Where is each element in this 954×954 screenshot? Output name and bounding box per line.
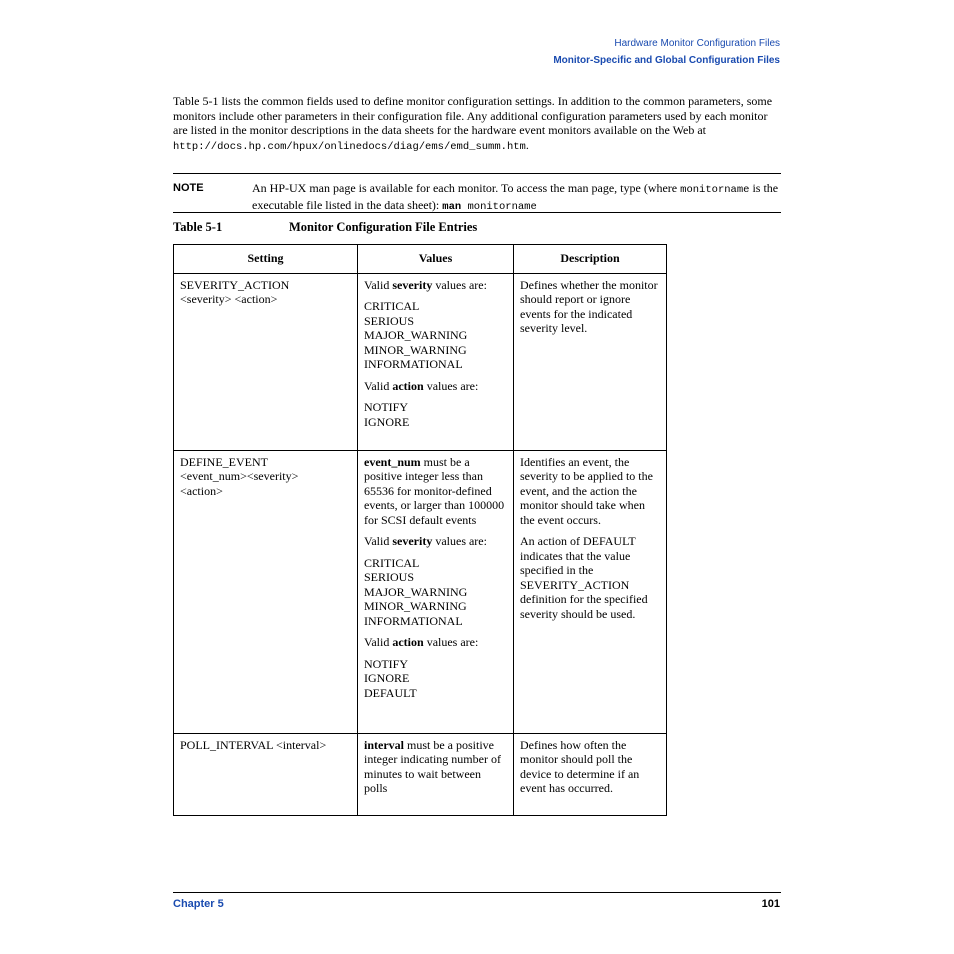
list-item: NOTIFY bbox=[364, 400, 408, 414]
running-header-section: Hardware Monitor Configuration Files bbox=[614, 38, 780, 49]
description-text-2: An action of DEFAULT indicates that the value specified in the SEVERITY_ACTION definition for the specified severity should be used. bbox=[520, 534, 648, 621]
description-text: Defines how often the monitor should poll the device to determine if an event has occurred. bbox=[520, 737, 640, 795]
table-row bbox=[174, 733, 667, 815]
list-item: IGNORE bbox=[364, 414, 410, 429]
footer-rule bbox=[173, 892, 781, 893]
footer-page-number: 101 bbox=[761, 898, 780, 910]
list-item: NOTIFY bbox=[364, 656, 408, 671]
setting-name: DEFINE_EVENT bbox=[180, 454, 268, 469]
docs-url-link[interactable]: http://docs.hp.com/hpux/onlinedocs/diag/ems/emd_summ.htm bbox=[173, 140, 526, 153]
action-intro: Valid action values are: bbox=[364, 635, 479, 649]
note-cmd-man: man bbox=[442, 200, 462, 213]
values-cell bbox=[358, 733, 514, 815]
values-cell bbox=[358, 273, 514, 450]
setting-name: POLL_INTERVAL <interval> bbox=[180, 737, 327, 752]
action-list bbox=[364, 657, 507, 701]
table-row bbox=[174, 450, 667, 733]
intro-end: . bbox=[525, 137, 529, 152]
table-number: Table 5-1 bbox=[173, 220, 223, 234]
action-intro: Valid action values are: bbox=[364, 378, 479, 393]
table-title: Monitor Configuration File Entries bbox=[289, 220, 478, 234]
description-cell bbox=[514, 450, 667, 733]
values-cell bbox=[358, 450, 514, 733]
list-item: IGNORE bbox=[364, 671, 410, 685]
note-text-part1: An HP-UX man page is available for each monitor. To access the man page, type (where bbox=[252, 181, 681, 195]
severity-list bbox=[364, 556, 507, 629]
description-cell bbox=[514, 733, 667, 815]
header-setting: Setting bbox=[174, 245, 358, 274]
list-item: MAJOR_WARNING bbox=[364, 328, 468, 342]
footer-chapter: Chapter 5 bbox=[173, 898, 224, 910]
note-code-monitorname-2: monitorname bbox=[461, 200, 537, 213]
action-list bbox=[364, 400, 507, 429]
note-top-rule bbox=[173, 173, 781, 174]
severity-intro: Valid severity values are: bbox=[364, 277, 487, 292]
list-item: MAJOR_WARNING bbox=[364, 584, 468, 599]
setting-args: <severity> <action> bbox=[180, 292, 278, 306]
list-item: INFORMATIONAL bbox=[364, 613, 463, 628]
setting-args: <event_num><severity> bbox=[180, 469, 299, 483]
list-item: SERIOUS bbox=[364, 570, 415, 584]
list-item: MINOR_WARNING bbox=[364, 342, 467, 357]
setting-cell bbox=[174, 273, 358, 450]
note-code-monitorname: monitorname bbox=[680, 184, 750, 196]
setting-args: <action> bbox=[180, 483, 223, 498]
intro-paragraph bbox=[173, 94, 785, 154]
interval-desc: interval must be a positive integer indicating number of minutes to wait between polls bbox=[364, 737, 501, 795]
table-row bbox=[174, 273, 667, 450]
note-text-part2: is the executable file listed in the data sheet): bbox=[252, 181, 779, 212]
setting-cell bbox=[174, 450, 358, 733]
event-num-desc: event_num must be a positive integer less than 65536 for monitor-defined events, or larger than 100000 for SCSI default events bbox=[364, 454, 505, 527]
config-table bbox=[173, 244, 667, 816]
note-text bbox=[252, 181, 782, 214]
table-header-row bbox=[174, 245, 667, 274]
description-text: Defines whether the monitor should report or ignore events for the indicated severity level. bbox=[520, 277, 658, 335]
running-header-subsection: Monitor-Specific and Global Configuration Files bbox=[553, 55, 780, 66]
setting-cell bbox=[174, 733, 358, 815]
list-item: INFORMATIONAL bbox=[364, 357, 463, 371]
description-cell bbox=[514, 273, 667, 450]
list-item: CRITICAL bbox=[364, 555, 420, 570]
note-label: NOTE bbox=[173, 182, 204, 194]
list-item: SERIOUS bbox=[364, 313, 415, 328]
list-item: CRITICAL bbox=[364, 299, 420, 313]
header-values: Values bbox=[358, 245, 514, 274]
setting-name: SEVERITY_ACTION bbox=[180, 277, 290, 292]
intro-text: Table 5-1 lists the common fields used to define monitor configuration settings. In addition to the common parameters, some monitors include other parameters in their configuration file. Any additional configuration parameters used by each monitor are listed in the monitor descriptions in the data sheets for the hardware event monitors available on the Web at bbox=[173, 94, 773, 137]
note-bottom-rule bbox=[173, 212, 781, 213]
severity-intro: Valid severity values are: bbox=[364, 534, 487, 548]
header-description: Description bbox=[514, 245, 667, 274]
list-item: DEFAULT bbox=[364, 685, 417, 700]
severity-list bbox=[364, 299, 507, 372]
description-text: Identifies an event, the severity to be applied to the event, and the action the monitor should take when the event occurs. bbox=[520, 454, 653, 527]
list-item: MINOR_WARNING bbox=[364, 599, 467, 613]
